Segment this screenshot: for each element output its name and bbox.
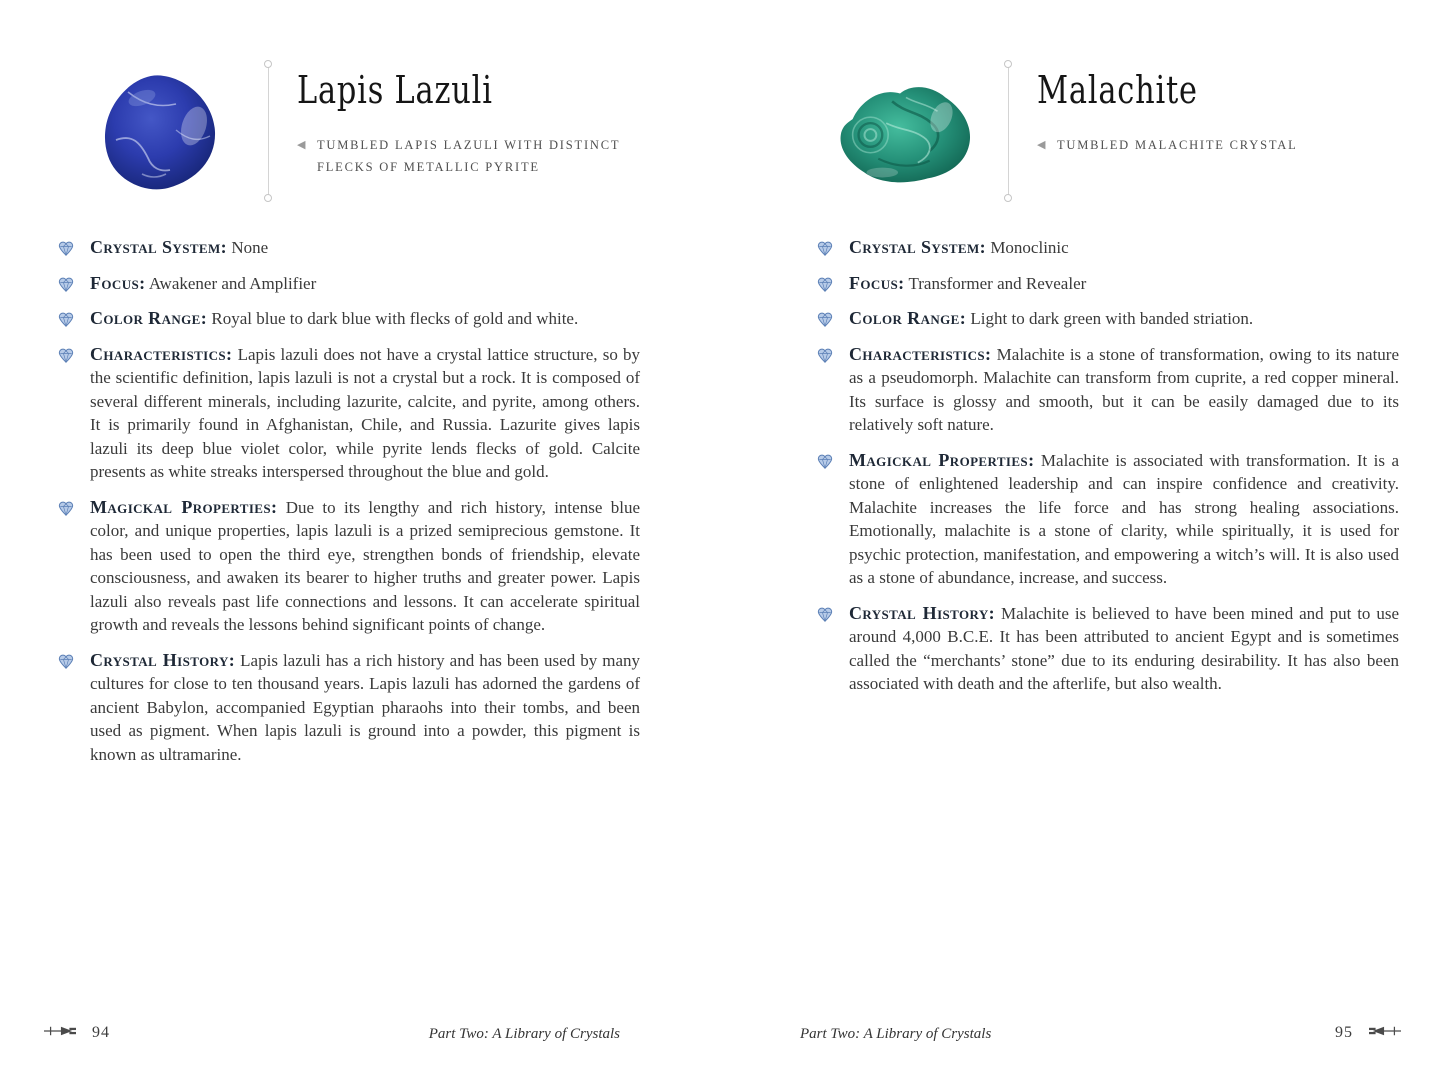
- entry-color-range: [819, 307, 1399, 331]
- page-number-left: 94: [92, 1024, 110, 1041]
- left-page-footer: [44, 1024, 110, 1042]
- right-page-footer: [1335, 1024, 1401, 1042]
- entry-text: Due to its lengthy and rich history, intense blue color, and unique properties, lapis lazuli is a prized semiprecious gemstone. It has been used to open the third eye, strengthen bonds of friendship, elevate consciousness, and awaken its bearer to higher truths and greater power. Lapis lazuli also reveals past life connections and lessons. It can accelerate spiritual growth and reveals the lessons behind significant points of change.: [90, 497, 640, 634]
- arrow-right-ornament-icon: [44, 1024, 76, 1042]
- entry-label: Crystal System:: [90, 237, 228, 257]
- entry-label: Focus:: [90, 272, 146, 293]
- entry-focus: [60, 272, 640, 296]
- entry-label: Crystal System:: [849, 237, 987, 257]
- entry-crystal-system: [819, 236, 1399, 260]
- rule-end-dot-icon: [264, 194, 272, 202]
- gem-heart-icon: [817, 605, 833, 629]
- arrow-left-ornament-icon: [1369, 1024, 1401, 1042]
- running-title-left: Part Two: A Library of Crystals: [428, 1026, 620, 1042]
- gem-heart-icon: [817, 452, 833, 476]
- photo-caption-text: TUMBLED LAPIS LAZULI WITH DISTINCT FLECKS OF METALLIC PYRITE: [317, 138, 621, 174]
- entry-label: Magickal Properties:: [90, 496, 278, 517]
- entry-text: Malachite is a stone of transformation, owing to its nature as a pseudomorph. Malachite can transform from cuprite, a red copper mineral. Its surface is glossy and smooth, but it can be easily damaged due to its relatively soft nature.: [849, 344, 1400, 434]
- malachite-stone-image: [823, 73, 981, 193]
- lapis-lazuli-photo: [82, 60, 242, 205]
- lapis-header: [82, 60, 642, 205]
- spread-footer: [0, 1022, 1445, 1050]
- malachite-header: [822, 60, 1382, 205]
- entry-label: Crystal History:: [849, 602, 996, 623]
- photo-caption: [1037, 134, 1382, 156]
- rule-end-dot-icon: [1004, 60, 1012, 68]
- entry-text: Malachite is believed to have been mined and put to use around 4,000 B.C.E. It has been attributed to ancient Egypt and is sometimes called the “merchants’ stone” due to its enduring desirability. It has also been associated with death and the afterlife, but also wealth.: [849, 603, 1400, 693]
- malachite-photo: [822, 60, 982, 205]
- gem-heart-icon: [58, 499, 74, 523]
- entry-crystal-history: [60, 649, 640, 767]
- page-title: Malachite: [1037, 68, 1198, 112]
- page-number-right: 95: [1335, 1024, 1353, 1041]
- lapis-stone-image: [98, 70, 226, 196]
- entry-crystal-history: [819, 602, 1399, 696]
- entry-text: Transformer and Revealer: [908, 273, 1087, 293]
- gem-heart-icon: [817, 310, 833, 334]
- entry-label: Crystal History:: [90, 649, 236, 670]
- entry-label: Focus:: [849, 272, 905, 293]
- entry-text: None: [231, 238, 269, 257]
- page-lapis-lazuli: [0, 0, 722, 1084]
- malachite-header-text: [1037, 60, 1382, 156]
- entry-label: Color Range:: [90, 308, 208, 328]
- entry-text: Monoclinic: [990, 238, 1069, 257]
- header-divider-rule: [268, 65, 269, 197]
- left-triangle-icon: ◀: [297, 139, 308, 151]
- lapis-header-text: [297, 60, 642, 178]
- gem-heart-icon: [817, 346, 833, 370]
- entry-characteristics: [60, 343, 640, 484]
- gem-heart-icon: [58, 239, 74, 263]
- entry-text: Light to dark green with banded striation.: [970, 309, 1254, 328]
- entry-label: Characteristics:: [849, 343, 992, 364]
- page-title: Lapis Lazuli: [297, 68, 493, 112]
- entry-focus: [819, 272, 1399, 296]
- entry-text: Malachite is associated with transformation. It is a stone of enlightened leadership and can inspire confidence and creativity. Malachite increases the life force and has strong healing associations. Emotionally, malachite is a stone of clarity, while spiritually, it is used for psychic protection, manifestation, and empowering a witch’s will. It is also used as a stone of abundance, increase, and success.: [849, 450, 1399, 587]
- entry-magickal-properties: [819, 449, 1399, 590]
- entry-text: Awakener and Amplifier: [148, 273, 317, 293]
- running-title-right: Part Two: A Library of Crystals: [800, 1026, 992, 1042]
- page-malachite: [722, 0, 1444, 1084]
- entry-text: Royal blue to dark blue with flecks of gold and white.: [211, 309, 579, 328]
- gem-heart-icon: [58, 310, 74, 334]
- header-divider-rule: [1008, 65, 1009, 197]
- photo-caption-text: TUMBLED MALACHITE CRYSTAL: [1057, 138, 1298, 152]
- photo-caption: [297, 134, 642, 178]
- entry-text: Lapis lazuli does not have a crystal lattice structure, so by the scientific definition, lapis lazuli is not a crystal but a rock. It is composed of several different minerals, including lazurite, calcite, and pyrite, among others. It is primarily found in Afghanistan, Chile, and Russia. Lazurite gives lapis lazuli its deep blue violet color, while pyrite lends flecks of gold. Calcite presents as white streaks interspersed throughout the blue and gold.: [90, 344, 641, 481]
- entry-crystal-system: [60, 236, 640, 260]
- gem-heart-icon: [58, 346, 74, 370]
- lapis-entry-list: [60, 236, 640, 778]
- gem-heart-icon: [817, 275, 833, 299]
- entry-magickal-properties: [60, 496, 640, 637]
- gem-heart-icon: [58, 275, 74, 299]
- rule-end-dot-icon: [264, 60, 272, 68]
- entry-label: Color Range:: [849, 308, 967, 328]
- entry-label: Magickal Properties:: [849, 449, 1035, 470]
- rule-end-dot-icon: [1004, 194, 1012, 202]
- entry-characteristics: [819, 343, 1399, 437]
- malachite-entry-list: [819, 236, 1399, 708]
- entry-label: Characteristics:: [90, 343, 233, 364]
- left-triangle-icon: ◀: [1037, 139, 1048, 151]
- entry-text: Lapis lazuli has a rich history and has been used by many cultures for close to ten thousand years. Lapis lazuli has adorned the gardens of ancient Babylon, accompanied Egyptian pharaohs into their tombs, and been used as pigment. When lapis lazuli is ground into a powder, this pigment is known as ultramarine.: [90, 650, 640, 764]
- entry-color-range: [60, 307, 640, 331]
- gem-heart-icon: [58, 652, 74, 676]
- gem-heart-icon: [817, 239, 833, 263]
